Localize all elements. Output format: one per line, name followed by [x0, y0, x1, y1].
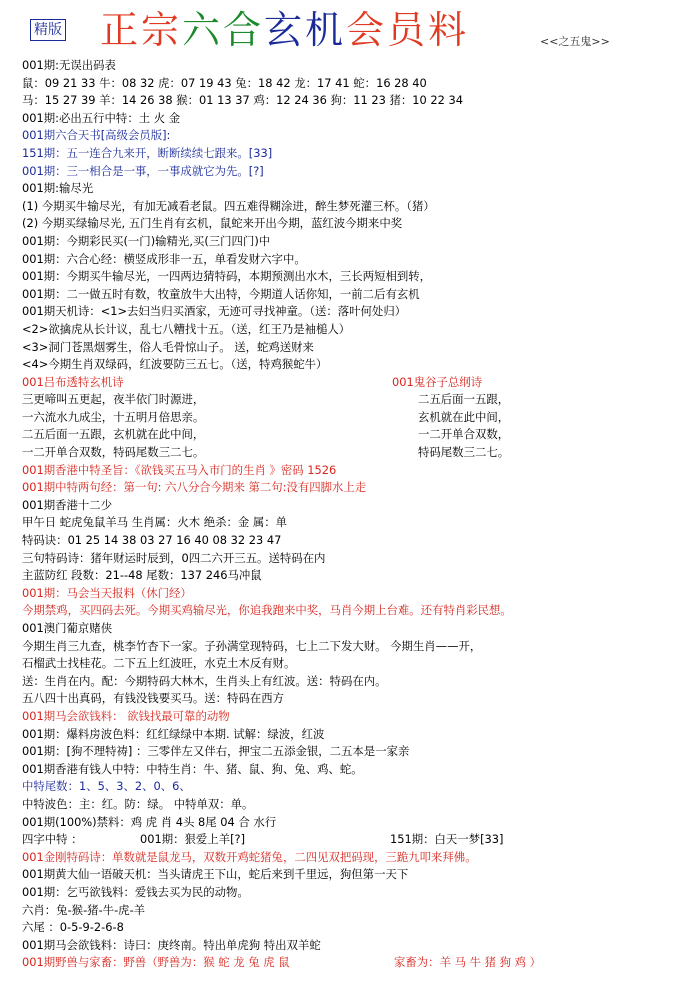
text-line: 六肖：兔-猴-猪-牛-虎-羊 [22, 902, 146, 917]
text-line: 001期中特两句经：第一句: 六八分合今期来 第二句:没有四脚水上走 [22, 480, 367, 495]
page-title [100, 6, 469, 54]
header [0, 0, 690, 60]
text-line: 001期：[狗不理特祷] ：三零伴左又伴右，押宝二五添金银，二五本是一家亲 [22, 744, 410, 759]
text-line: 三句特码诗：猪年财运时辰到，0四二六开三五。送特码在内 [22, 550, 326, 565]
poem-left: 一六流水九成尘，十五明月倍思亲。 [22, 409, 205, 424]
four-char-previous: 151期：白天一梦[33] [390, 832, 504, 847]
forbidden-row: 001期(100%)禁料：鸡 虎 肖 4头 8尾 04 合 水行 [22, 814, 277, 829]
poem-right: 一二开单合双数， [418, 427, 510, 442]
poem-right: 特码尾数三二七。 [418, 445, 510, 460]
text-line: 送：生肖在内。配：今期特码大林木，生肖头上有红波。送：特码在内。 [22, 673, 387, 688]
text-line: 001期黄大仙一语破天机：当头请虎王下山，蛇后来到千里远，狗但第一天下 [22, 867, 409, 882]
title-part: 六合 [182, 8, 265, 52]
domestic-animals: 家畜为：羊 马 牛 猪 狗 鸡 ） [394, 955, 542, 970]
text-line: 001期：爆料房波色料：红红绿绿中本期. 试解：绿波，红波 [22, 726, 325, 741]
text-line: 001期香港十二少 [22, 497, 113, 512]
beast-row [22, 954, 682, 972]
text-line: (1) 今期买牛输尽光，有加无减看老鼠。四五难得糊涂进，醉生梦死灌三杯。（猪） [22, 198, 435, 213]
text-line: 五八四十出真码，有钱没钱要买马。送：特码在西方 [22, 691, 284, 706]
text-line: 鼠：09 21 33 牛：08 32 虎：07 19 43 兔：18 42 龙：17 41 蛇：16 28 40 [22, 75, 427, 90]
title-part: 会员 [346, 8, 429, 52]
poem-left: 二五后面一五跟，玄机就在此中间， [22, 427, 205, 442]
text-line: 001期:输尽光 [22, 181, 94, 196]
poem-row [22, 391, 682, 409]
text-line: 六尾 ：0-5-9-2-6-8 [22, 920, 124, 935]
edition-badge: 精版 [30, 19, 66, 41]
text-line: 主蓝防红 段数：21--48 尾数：137 246马冲鼠 [22, 568, 262, 583]
text-line: 甲午日 蛇虎兔鼠羊马 生肖属：火木 绝杀：金 属：单 [22, 515, 288, 530]
text-line: 001期香港有钱人中特：中特生肖：牛、猪、鼠、狗、兔、鸡、蛇。 [22, 761, 363, 776]
title-part: 正宗 [100, 8, 183, 52]
title-part: 料 [428, 8, 470, 52]
text-line: 001期:无误出码表 [22, 58, 116, 72]
poem-right: 001鬼谷子总纲诗 [392, 374, 483, 389]
text-line: 001澳门葡京赌侠 [22, 621, 113, 635]
text-line: (2) 今期买绿输尽光, 五门生肖有玄机，鼠蛇来开出今期，蓝红波今期来中奖 [22, 216, 403, 231]
title-part: 玄机 [264, 8, 347, 52]
poem-row [22, 426, 682, 444]
poem-right: 二五后面一五跟， [418, 392, 510, 407]
text-line: 001期：三一相合是一事，一事成就它为先。[?] [22, 163, 264, 178]
article-body [22, 57, 682, 972]
text-line: <3>洞门苍黑烟雾生，俗人毛骨惊山子。 送，蛇鸡送财来 [22, 339, 314, 354]
text-line: 001期：二一做五时有数，牧童放牛大出特，今期道人话你知，一前二后有玄机 [22, 286, 420, 301]
text-line: 石榴武士找桂花。二下五上红波旺，水克土木反有财。 [22, 656, 296, 671]
text-line: 001期香港中特圣旨：《欲钱买五马入市门的生肖 》密码 1526 [22, 462, 337, 477]
four-char-label: 四字中特 ： [22, 832, 83, 847]
text-line: 001期天机诗：<1>去妇当归买酒家，无迹可寻找神童。（送：落叶何处归） [22, 304, 407, 319]
poem-left: 三更啼叫五更起，夜半依门时源进， [22, 392, 205, 407]
text-line: 001金刚特码诗：单数就是鼠龙马，双数开鸡蛇猪兔，二四见双把码现，三跪九叩来拜佛。 [22, 849, 477, 864]
text-line: 001期：马会当天报料（休门经） [22, 585, 192, 600]
text-line: 001期：乞丐欲钱料：爱钱去买为民的动物。 [22, 884, 249, 899]
four-char-current: 001期：狠爱上羊[?] [140, 832, 246, 847]
poem-left: 一二开单合双数，特码尾数三二七。 [22, 445, 205, 460]
poem-row [22, 374, 682, 392]
text-line: 001期马会欲钱料：诗曰：庚终南。特出单虎狗 特出双羊蛇 [22, 937, 321, 952]
text-line: 中特尾数：1、5、3、2、0、6、 [22, 779, 191, 794]
text-line: 001期：六合心经：横竖成形非一五，单看发财六字中。 [22, 251, 306, 266]
poem-row [22, 409, 682, 427]
text-line: 今期生肖三九查，桃李竹杏下一家。子孙满堂现特码，七上二下发大财。 今期生肖——开， [22, 638, 482, 653]
poem-right: 玄机就在此中间， [418, 409, 510, 424]
text-line: 001期：今期彩民买(一门)输精光,买(三门四门)中 [22, 233, 271, 248]
text-line: 马：15 27 39 羊：14 26 38 猴：01 13 37 鸡：12 24 36 狗：11 23 猪：10 22 34 [22, 93, 464, 108]
page-subtitle: <<之五鬼>> [540, 35, 610, 48]
text-line: 001期:必出五行中特：土 火 金 [22, 110, 181, 125]
text-line: 特码诀：01 25 14 38 03 27 16 40 08 32 23 47 [22, 533, 282, 548]
text-line: 151期：五一连合九来开，断断续续七跟来。[33] [22, 145, 273, 160]
text-line: <4>今期生肖双绿码，红波要防三五七。（送，特鸡猴蛇牛） [22, 357, 328, 372]
poem-left: 001吕布透特玄机诗 [22, 374, 124, 389]
four-char-row [22, 831, 682, 849]
poem-row [22, 444, 682, 462]
text-line: <2>欲擒虎从长计议，乱七八糟找十五。（送，红王乃是袖槌人） [22, 321, 351, 336]
text-line: 中特波色：主：红。防：绿。 中特单双：单。 [22, 796, 254, 811]
text-line: 001期：今期买牛输尽光，一四两边猜特码，本期预测出水木，三长两短相到转， [22, 269, 432, 284]
text-line: 今期禁鸡，买四码去死。今期买鸡输尽光，你追我跑来中奖，马肖今期上台难。还有特肖彩民想。 [22, 603, 512, 618]
wild-beasts: 001期野兽与家畜：野兽（野兽为：猴 蛇 龙 兔 虎 鼠 [22, 955, 290, 970]
text-line: 001期马会欲钱料： 欲钱找最可靠的动物 [22, 708, 230, 723]
text-line: 001期六合天书[高级会员版]: [22, 128, 171, 143]
